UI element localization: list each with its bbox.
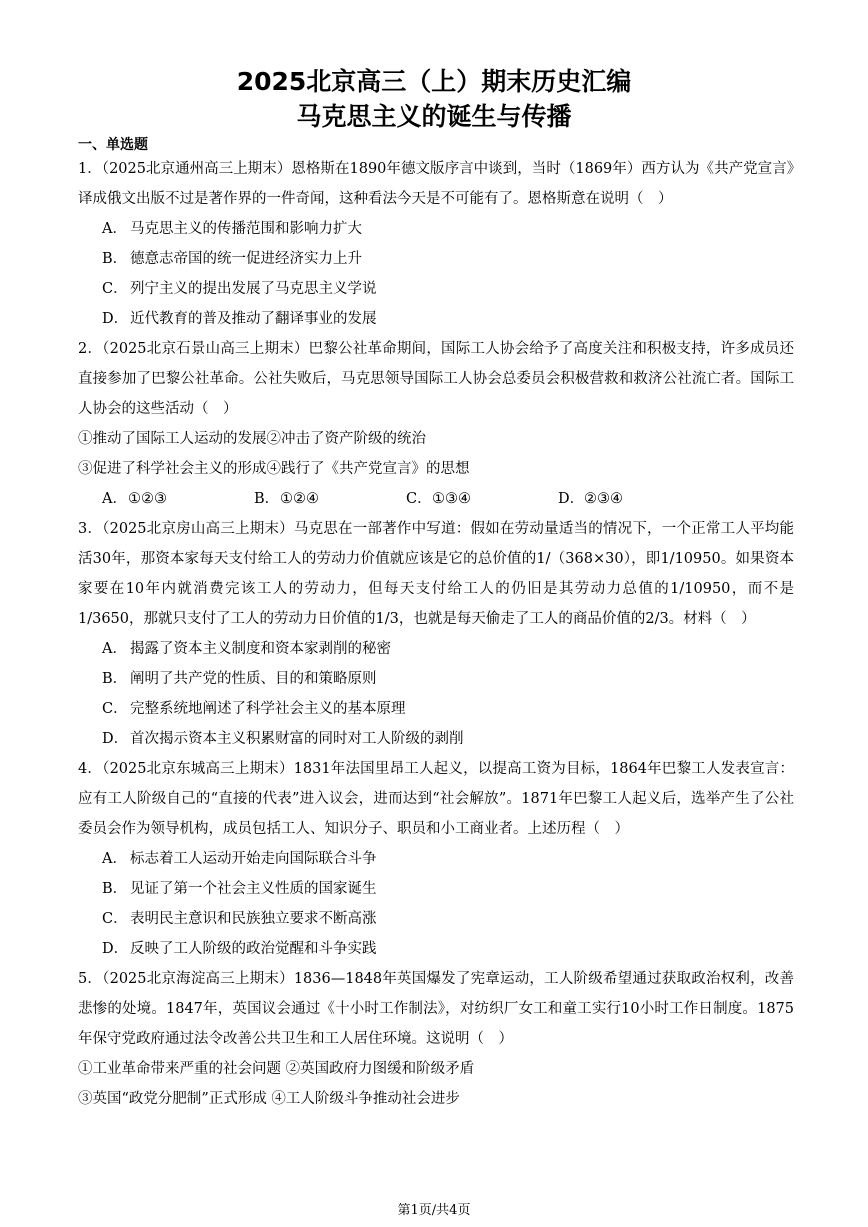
question-4-option-c[interactable]: C． 表明民主意识和民族独立要求不断高涨 bbox=[102, 911, 377, 927]
question-2-option-c[interactable]: C．①③④ bbox=[406, 491, 471, 507]
question-3-option-c[interactable]: C． 完整系统地阐述了科学社会主义的基本原理 bbox=[102, 701, 406, 717]
question-4-option-a[interactable]: A． 标志着工人运动开始走向国际联合斗争 bbox=[102, 851, 377, 867]
question-3-option-d[interactable]: D． 首次揭示资本主义积累财富的同时对工人阶级的剥削 bbox=[102, 731, 464, 747]
question-4-stem: 4．（2025北京东城高三上期末）1831年法国里昂工人起义，以提高工资为目标，1864年巴黎工人发表宣言：应有工人阶级自己的“直接的代表”进入议会，进而达到“社会解放”。1871年巴黎工人起义后，选举产生了公社委员会作为领导机构，成员包括工人、知识分子、职员和小工商业者。上述历程（ ） bbox=[78, 761, 794, 837]
section-heading: 一、单选题 bbox=[78, 137, 148, 153]
question-5-items-1: ①工业革命带来严重的社会问题 ②英国政府力图缓和阶级矛盾 bbox=[78, 1061, 475, 1077]
question-3-option-a[interactable]: A． 揭露了资本主义制度和资本家剥削的秘密 bbox=[102, 641, 391, 657]
question-2-option-a[interactable]: A．①②③ bbox=[102, 491, 167, 507]
question-2-items-2: ③促进了科学社会主义的形成④践行了《共产党宣言》的思想 bbox=[78, 461, 470, 477]
question-2-option-d[interactable]: D．②③④ bbox=[558, 491, 623, 507]
question-3-stem: 3．（2025北京房山高三上期末）马克思在一部著作中写道：假如在劳动量适当的情况下，一个正常工人平均能活30年，那资本家每天支付给工人的劳动力价值就应该是它的总价值的1/（368×30），即1/10950。如果资本家要在10年内就消费完该工人的劳动力，但每天支付给工人的仍旧是其劳动力总值的1/10950，而不是1/3650，那就只支付了工人的劳动力日价值的1/3，也就是每天偷走了工人的商品价值的2/3。材料（ ） bbox=[78, 521, 794, 627]
question-2-option-b[interactable]: B．①②④ bbox=[254, 491, 319, 507]
question-2-stem: 2．（2025北京石景山高三上期末）巴黎公社革命期间，国际工人协会给予了高度关注和积极支持，许多成员还直接参加了巴黎公社革命。公社失败后，马克思领导国际工人协会总委员会积极营救和救济公社流亡者。国际工人协会的这些活动（ ） bbox=[78, 341, 794, 417]
page-number: 第1页/共4页 bbox=[397, 1203, 471, 1218]
question-2-options bbox=[78, 484, 794, 514]
question-1-option-a[interactable]: A． 马克思主义的传播范围和影响力扩大 bbox=[102, 221, 362, 237]
question-4-option-d[interactable]: D． 反映了工人阶级的政治觉醒和斗争实践 bbox=[102, 941, 377, 957]
question-4-option-b[interactable]: B． 见证了第一个社会主义性质的国家诞生 bbox=[102, 881, 377, 897]
question-3-option-b[interactable]: B． 阐明了共产党的性质、目的和策略原则 bbox=[102, 671, 377, 687]
question-5-items-2: ③英国“政党分肥制”正式形成 ④工人阶级斗争推动社会进步 bbox=[78, 1091, 460, 1107]
question-1-option-d[interactable]: D． 近代教育的普及推动了翻译事业的发展 bbox=[102, 311, 377, 327]
question-2-items-1: ①推动了国际工人运动的发展②冲击了资产阶级的统治 bbox=[78, 431, 426, 447]
questions-content bbox=[78, 154, 794, 1114]
question-1-option-b[interactable]: B． 德意志帝国的统一促进经济实力上升 bbox=[102, 251, 362, 267]
question-1-option-c[interactable]: C． 列宁主义的提出发展了马克思主义学说 bbox=[102, 281, 377, 297]
question-1-stem: 1．（2025北京通州高三上期末）恩格斯在1890年德文版序言中谈到，当时（1869年）西方认为《共产党宣言》译成俄文出版不过是著作界的一件奇闻，这种看法今天是不可能有了。恩格斯意在说明（ ） bbox=[78, 161, 794, 207]
document-title: 2025北京高三（上）期末历史汇编 bbox=[236, 67, 632, 96]
question-5-stem: 5．（2025北京海淀高三上期末）1836—1848年英国爆发了宪章运动，工人阶级希望通过获取政治权利，改善悲惨的处境。1847年，英国议会通过《十小时工作制法》，对纺织厂女工和童工实行10小时工作日制度。1875年保守党政府通过法令改善公共卫生和工人居住环境。这说明（ ） bbox=[78, 971, 794, 1047]
document-subtitle: 马克思主义的诞生与传播 bbox=[296, 102, 572, 131]
